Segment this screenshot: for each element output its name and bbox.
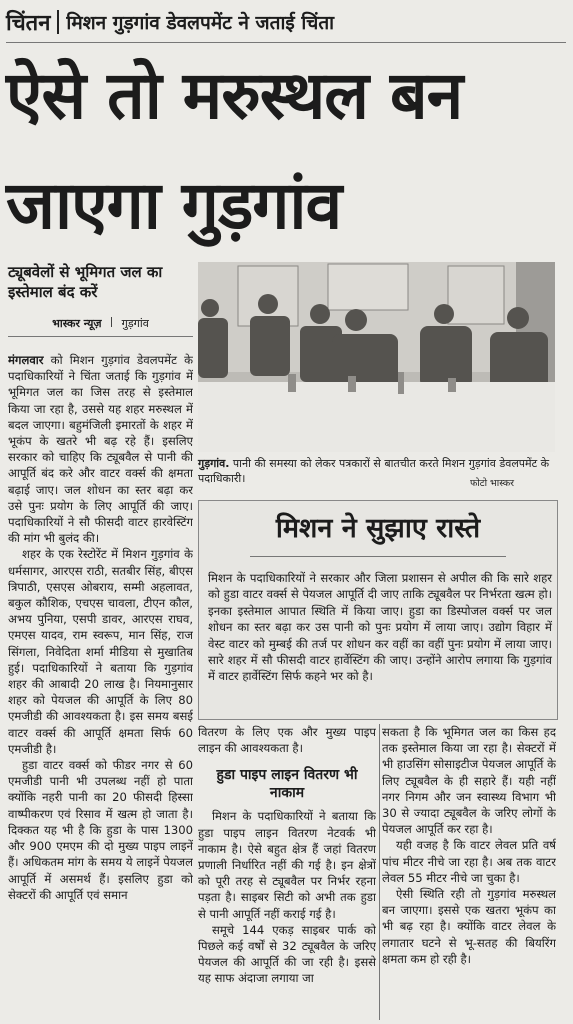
headline-line-2: जाएगा गुड़गांव <box>6 167 342 244</box>
caption-text: पानी की समस्या को लेकर पत्रकारों से बातचीत करते मिशन गुड़गांव डेवलपमेंट के पदाधिकारी। <box>198 457 550 485</box>
col3-paragraph-3: ऐसी स्थिति रही तो गुड़गांव मरुस्थल बन जाएगा। इससे एक खतरा भूकंप का भी बढ़ रहा है। क्योंकि वाटर लेवल के लगातार घटने से भू-सतह की बियरिंग क्षमता कम हो रही है। <box>382 887 556 966</box>
top-rule <box>6 42 566 43</box>
col1-paragraph-1: को मिशन गुड़गांव डेवलपमेंट के पदाधिकारियों ने चिंता जताई कि गुड़गांव में भूमिगत जल का जिस तरह से इस्तेमाल किया जा रहा है, उससे यह शहर मरुस्थल में बदल जाएगा। बहुमंजिली इमारतों के शहर में भूकंप के खतरे भी बढ़ रहे हैं। इसलिए सरकार को चाहिए कि ट्यूबवैल से पानी की आपूर्ति बंद करे और वाटर वर्क्स की क्षमता बढ़ाई जाए। जल शोधन का स्तर बढ़ा कर उसे पुनः प्रयोग के लिए आपूर्ति की जाए। पदाधिकारियों ने सौ फीसदी वाटर हारवेस्टिंग की मांग भी बुलंद की। <box>8 353 193 546</box>
col2-paragraph-2: मिशन के पदाधिकारियों ने बताया कि हुडा पाइप लाइन वितरण नेटवर्क भी नाकाम है। ऐसे बहुत क्षेत्र हैं जहां वितरण प्रणाली निर्धारित नहीं की गई है। इन क्षेत्रों को पूरी तरह से ट्यूबवैल पर निर्भर रहना पड़ता है। साइबर सिटी को अभी तक हुडा से पानी आपूर्ति नहीं कराई गई है। <box>198 809 376 921</box>
caption-place: गुड़गांव. <box>198 457 230 470</box>
article-column-2 <box>198 724 376 1020</box>
col1-paragraph-2: शहर के एक रेस्टोरेंट में मिशन गुड़गांव के धर्मसागर, आरएस राठी, सतबीर सिंह, बीएस त्रिपाठी, एसएस ओबराय, सम्मी अहलावत, बकुल कौशिक, एचएस चावला, टीएन कौल, अभय पुनिया, एसपी डावर, आरएस राघव, एमएस यादव, राम स्वरूप, मान सिंह, राज सिंगला, निवेदिता शर्मा मीडिया से मुखातिब हुई। पदाधिकारियों ने बताया कि गुड़गांव शहर की आबादी 20 लाख है। नियमानुसार शहर को पेयजल की आपूर्ति के लिए 80 एमजीडी की आवश्यकता है। इस समय बसई वाटर वर्क्स की आपूर्ति क्षमता सिर्फ 60 एमजीडी है। <box>8 547 193 756</box>
article-column-1 <box>8 352 193 1018</box>
col3-paragraph-2: यही वजह है कि वाटर लेवल प्रति वर्ष पांच मीटर नीचे जा रहा है। अब तक वाटर लेवल 55 मीटर नीचे जा चुका है। <box>382 838 556 885</box>
article-column-3 <box>382 724 556 1024</box>
byline-rule <box>8 336 193 337</box>
headline-line-1: ऐसे तो मरुस्थल बन <box>6 57 463 134</box>
byline-divider <box>111 317 112 327</box>
subheadline: ट्यूबवेलों से भूमिगत जल का इस्तेमाल बंद करें <box>8 263 163 301</box>
kicker <box>6 4 566 40</box>
kicker-divider <box>57 10 59 34</box>
col3-paragraph-1: सकता है कि भूमिगत जल का किस हद तक इस्तेमाल किया जा रहा है। सेक्टरों में भी हाउसिंग सोसाइटीज पेयजल आपूर्ति के लिए ट्यूबवैल के ही सहारे हैं। यही नहीं नगर निगम और जन स्वास्थ्य विभाग भी 30 से ज्यादा ट्यूबवैल के जरिए लोगों के पेयजल आपूर्ति कर रहा है। <box>382 725 556 837</box>
lead-word: मंगलवार <box>8 353 44 367</box>
byline-agency: भास्कर न्यूज़ <box>52 317 102 330</box>
photo-credit: फोटो भास्कर <box>470 478 515 489</box>
box-title-rule <box>250 556 506 557</box>
box-text: मिशन के पदाधिकारियों ने सरकार और जिला प्रशासन से अपील की कि सारे शहर को हुडा वाटर वर्क्स से पेयजल आपूर्ति दी जाए ताकि ट्यूबवैल पर निर्भरता खत्म हो। इनका इस्तेमाल आपात स्थिति में किया जाए। हुडा का डिस्पोजल वर्क्स पर जल शोधन का स्तर बढ़ा कर उस पानी को पुनः प्रयोग में लाया जाए। उद्योग विहार में वेस्ट वाटर को मुम्बई की तर्ज पर शोधन कर वहीं का वहीं पुनः प्रयोग में लाया जाए। सारे शहर में सौ फीसदी वाटर हार्वेस्टिंग की जाए। उन्होंने आरोप लगाया कि गुड़गांव में वाटर हार्वेस्टिंग सिर्फ कहने भर को है। <box>208 571 552 684</box>
col2-heading: हुडा पाइप लाइन वितरण भी नाकाम <box>216 767 358 802</box>
box-title: मिशन ने सुझाए रास्ते <box>275 513 481 544</box>
col2-paragraph-1: वितरण के लिए एक और मुख्य पाइप लाइन की आवश्यकता है। <box>198 725 376 756</box>
photo-image <box>198 262 555 452</box>
byline-place: गुड़गांव <box>121 317 149 330</box>
byline <box>8 316 193 331</box>
press-conference-photo <box>198 262 555 452</box>
kicker-label: चिंतन <box>6 11 51 36</box>
column-divider <box>379 724 380 1020</box>
col1-paragraph-3: हुडा वाटर वर्क्स को फीडर नगर से 60 एमजीडी पानी भी उपलब्ध नहीं हो पाता क्योंकि नहरी पानी का 20 फीसदी हिस्सा वाष्पीकरण एवं रिसाव में खत्म हो जाता है। दिक्कत यह भी है कि हुडा के पास 1300 और 900 एमएम की दो मुख्य पाइप लाइनें हैं। अधिकतम मांग के समय ये लाइनें पेयजल आपूर्ति में असमर्थ हैं। इसलिए हुडा को सेक्टरों की आपूर्ति एवं समान <box>8 758 193 902</box>
kicker-text: मिशन गुड़गांव डेवलपमेंट ने जताई चिंता <box>66 12 335 34</box>
col2-paragraph-3: समूचे 144 एकड़ साइबर पार्क को पिछले कई वर्षों से 32 ट्यूबवैल के जरिए पेयजल की आपूर्ति की जा रही है। इससे यह साफ अंदाजा लगाया जा <box>198 922 376 986</box>
